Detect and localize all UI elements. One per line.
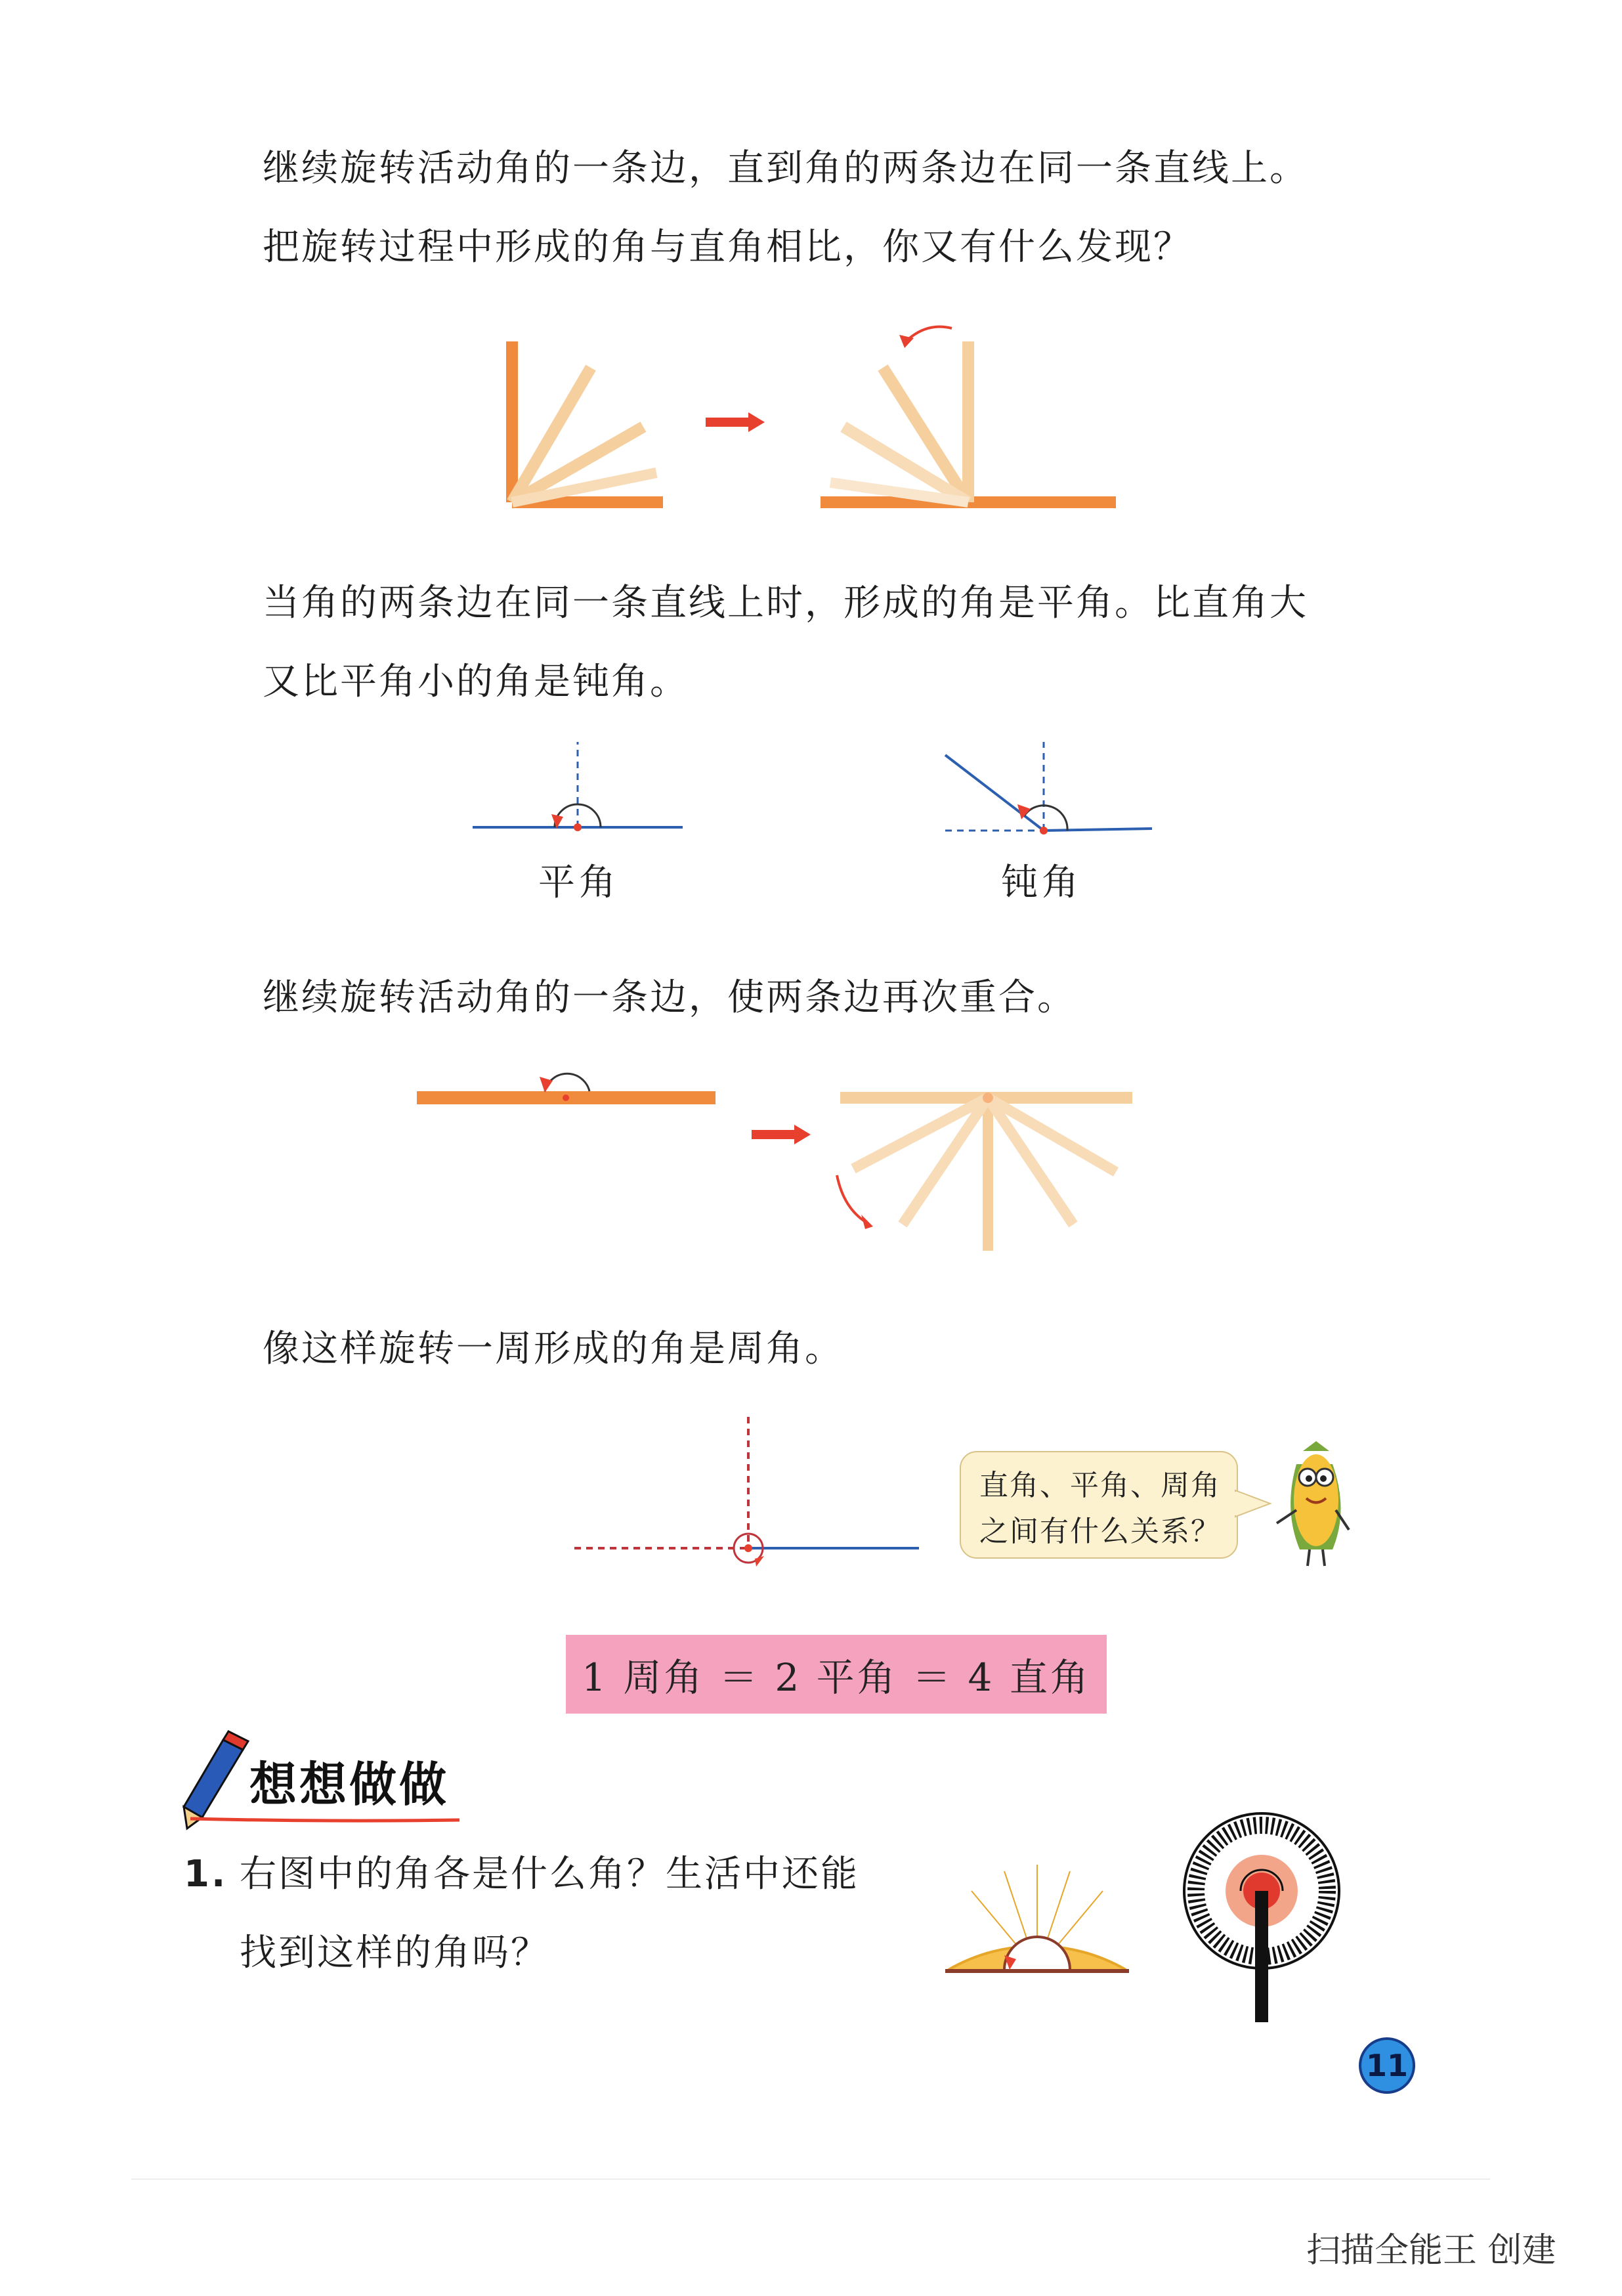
bubble-line-2: 之间有什么关系？ — [979, 1515, 1221, 1548]
definition-line-2: 又比平角小的角是钝角。 — [263, 661, 689, 703]
intro-line-2: 把旋转过程中形成的角与直角相比，你又有什么发现？ — [263, 226, 1192, 269]
continue-text: 继续旋转活动角的一条边，使两条边再次重合。 — [263, 976, 1076, 1019]
straight-angle-label: 平角 — [538, 861, 620, 904]
intro-line-1: 继续旋转活动角的一条边，直到角的两条边在同一条直线上。 — [263, 147, 1308, 190]
page-number-badge: 11 — [1359, 2037, 1415, 2094]
round-fan-icon — [1184, 1813, 1339, 2022]
definition-line-1: 当角的两条边在同一条直线上时，形成的角是平角。比直角大 — [263, 582, 1308, 624]
footer-divider — [131, 2178, 1490, 2180]
exercise-1-line-1: 右图中的角各是什么角？生活中还能 — [240, 1853, 859, 1895]
exercise-1-number: 1. — [184, 1853, 228, 1895]
bubble-line-1: 直角、平角、周角 — [979, 1469, 1221, 1502]
full-angle-text: 像这样旋转一周形成的角是周角。 — [263, 1328, 843, 1370]
obtuse-angle-label: 钝角 — [1001, 861, 1082, 904]
section-title: 想想做做 — [249, 1757, 450, 1812]
scanner-watermark: 扫描全能王 创建 — [1306, 2231, 1556, 2270]
exercise-1-line-2: 找到这样的角吗？ — [240, 1932, 549, 1974]
folding-fan-icon — [945, 1865, 1129, 1971]
angle-relation-formula: 1 周角 ＝ 2 平角 ＝ 4 直角 — [566, 1635, 1107, 1714]
